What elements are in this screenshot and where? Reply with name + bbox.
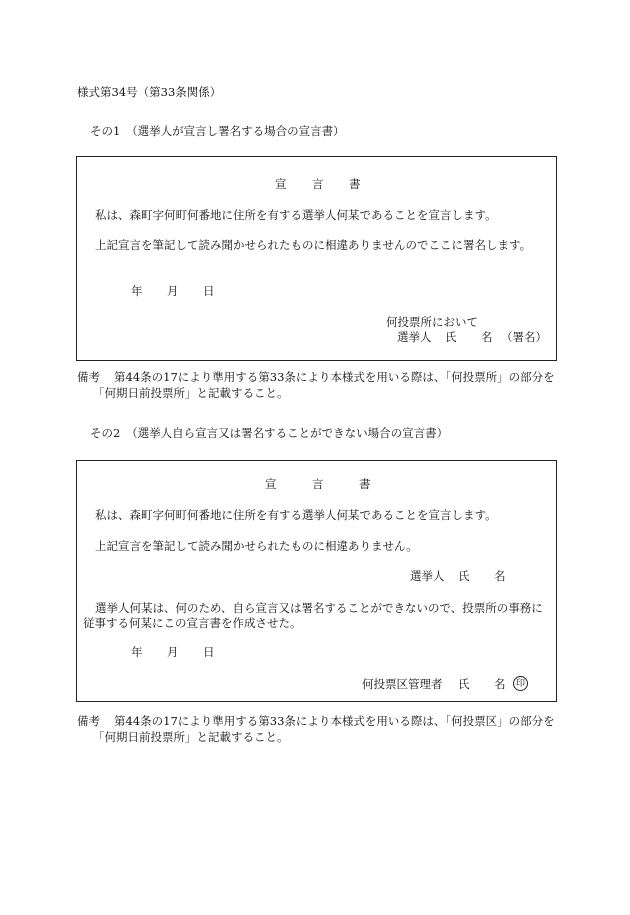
remark-text: 「何期日前投票所」と記載すること。 (93, 386, 289, 400)
declaration-paragraph: 選挙人何某は、何のため、自ら宣言又は署名することができないので、投票所の事務に (95, 601, 543, 615)
section1-heading: その1 （選挙人が宣言し署名する場合の宣言書） (90, 124, 345, 138)
name-char: 氏 (458, 677, 470, 691)
remark-label: 備考 (77, 714, 100, 728)
declaration-paragraph: 私は、森町字何町何番地に住所を有する選挙人何某であることを宣言します。 (95, 208, 497, 222)
date-month: 月 (167, 645, 179, 659)
remark-label: 備考 (77, 370, 100, 384)
declaration-paragraph: 上記宣言を筆記して読み聞かせられたものに相違ありませんのでここに署名します。 (95, 238, 532, 252)
seal-icon: 印 (513, 676, 528, 691)
name-char: 名 (481, 330, 493, 344)
date-year: 年 (131, 645, 143, 659)
declaration-box-2 (76, 460, 557, 702)
signer-role: 選挙人 (410, 569, 445, 583)
title-char: 言 (312, 177, 324, 191)
remark-text: 第44条の17により準用する第33条により本様式を用いる際は、「何投票所」の部分を (114, 370, 555, 384)
title-char: 宣 (265, 477, 277, 491)
declaration-paragraph: 従事する何某にこの宣言書を作成させた。 (83, 616, 302, 630)
title-char: 言 (312, 477, 324, 491)
name-char: 氏 (458, 569, 470, 583)
title-char: 書 (359, 477, 371, 491)
name-char: 氏 (445, 330, 457, 344)
date-day: 日 (203, 284, 215, 298)
manager-role: 何投票区管理者 (362, 677, 443, 691)
form-number-label: 様式第34号（第33条関係） (77, 85, 222, 99)
declaration-box-1 (76, 156, 557, 361)
signer-role: 選挙人 (397, 330, 432, 344)
name-char: 名 (494, 569, 506, 583)
title-char: 書 (349, 177, 361, 191)
declaration-paragraph: 上記宣言を筆記して読み聞かせられたものに相違ありません。 (95, 539, 418, 553)
date-day: 日 (203, 645, 215, 659)
polling-place: 何投票所において (386, 315, 478, 329)
declaration-paragraph: 私は、森町字何町何番地に住所を有する選挙人何某であることを宣言します。 (95, 508, 497, 522)
name-char: 名 (494, 677, 506, 691)
date-month: 月 (167, 284, 179, 298)
title-char: 宣 (275, 177, 287, 191)
remark-text: 第44条の17により準用する第33条により本様式を用いる際は、「何投票区」の部分を (114, 714, 555, 728)
section2-heading: その2 （選挙人自ら宣言又は署名することができない場合の宣言書） (90, 426, 449, 440)
remark-text: 「何期日前投票所」と記載すること。 (93, 730, 289, 744)
signature-note: （署名） (501, 330, 547, 344)
date-year: 年 (131, 284, 143, 298)
